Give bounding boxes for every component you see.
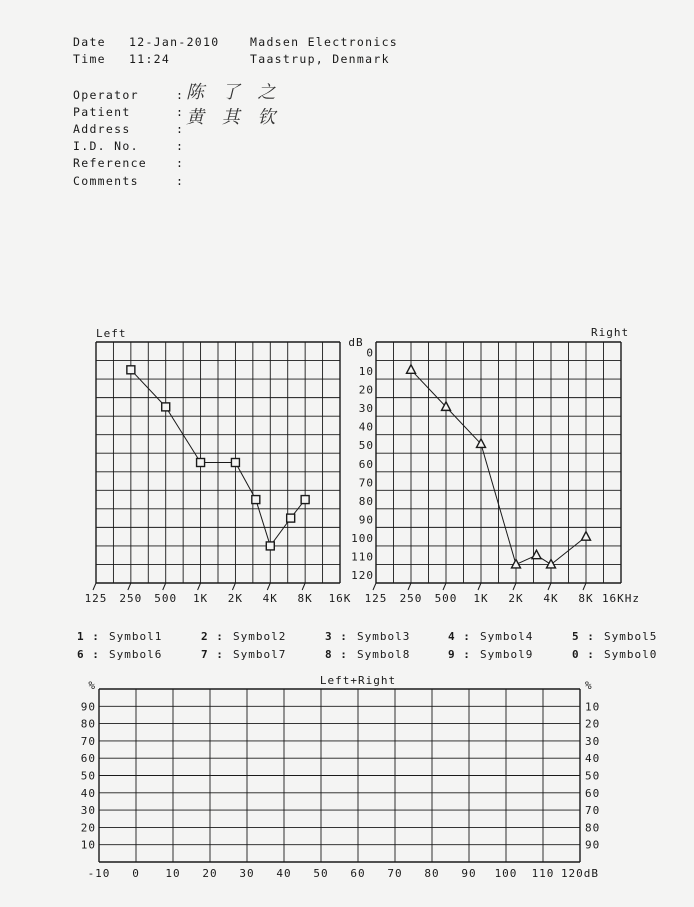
db-axis-label: 30 — [358, 402, 374, 416]
speech-y-left-label: 40 — [80, 786, 96, 800]
symbol-name: Symbol5 — [604, 630, 658, 643]
symbol-key: 9 : — [448, 648, 471, 661]
speech-x-label: 50 — [313, 867, 329, 880]
speech-y-left-label: 80 — [80, 717, 96, 731]
time-label: Time — [73, 52, 106, 66]
date-value: 12-Jan-2010 — [129, 35, 220, 49]
speech-y-left-label: 50 — [80, 769, 96, 783]
patient-label: Patient — [73, 105, 131, 119]
db-axis-label: 50 — [358, 439, 374, 453]
symbol-key: 6 : — [77, 648, 100, 661]
speech-chart-title: Left+Right — [319, 674, 397, 687]
right-chart-tick-mark — [408, 583, 411, 590]
right-chart-tick-mark — [513, 583, 516, 590]
speech-x-label: 80 — [424, 867, 440, 880]
id-colon: : — [176, 139, 185, 153]
operator-label: Operator — [73, 88, 139, 102]
company-name: Madsen Electronics — [250, 35, 399, 49]
left-chart-square-marker — [162, 403, 170, 411]
symbol-name: Symbol9 — [480, 648, 534, 661]
left-chart-square-marker — [266, 542, 274, 550]
speech-x-label: 90 — [461, 867, 477, 880]
left-chart-freq-label: 125 — [84, 592, 108, 605]
date-label: Date — [73, 35, 106, 49]
left-chart-square-marker — [231, 459, 239, 467]
symbol-name: Symbol6 — [109, 648, 163, 661]
speech-x-label: 20 — [202, 867, 218, 880]
symbol-key: 0 : — [572, 648, 595, 661]
db-axis-label: 40 — [358, 420, 374, 434]
operator-colon: : — [176, 88, 185, 102]
speech-y-left-label: 90 — [80, 700, 96, 714]
db-axis-label: 90 — [358, 513, 374, 527]
right-chart-freq-label: 8K — [578, 592, 594, 605]
db-axis-label: 110 — [351, 550, 374, 564]
right-chart-freq-label: 1K — [473, 592, 489, 605]
address-colon: : — [176, 122, 185, 136]
right-chart-freq-label: 250 — [399, 592, 423, 605]
symbol-name: Symbol2 — [233, 630, 287, 643]
right-chart-triangle-marker — [547, 559, 556, 568]
right-chart-triangle-marker — [582, 532, 591, 541]
symbol-key: 5 : — [572, 630, 595, 643]
db-axis-unit: dB — [348, 336, 364, 349]
speech-y-right-label: 70 — [585, 804, 601, 818]
speech-y-left-label: 30 — [80, 804, 96, 818]
right-chart-triangle-marker — [512, 559, 521, 568]
db-axis-label: 120 — [351, 569, 374, 582]
speech-y-left-label: 60 — [80, 752, 96, 766]
right-chart-tick-mark — [583, 583, 586, 590]
speech-y-right-label: 50 — [585, 769, 601, 783]
symbol-name: Symbol8 — [357, 648, 411, 661]
symbol-key: 3 : — [325, 630, 348, 643]
left-chart-freq-label: 4K — [262, 592, 278, 605]
db-axis-label: 0 — [366, 346, 374, 360]
db-axis-label: 80 — [358, 494, 374, 508]
left-chart-square-marker — [301, 496, 309, 504]
speech-y-left-label: 20 — [80, 821, 96, 835]
db-axis-label: 60 — [358, 457, 374, 471]
patient-name: 黄 其 钦 — [186, 107, 282, 128]
symbol-name: Symbol4 — [480, 630, 534, 643]
speech-x-label: 40 — [276, 867, 292, 880]
symbol-name: Symbol7 — [233, 648, 287, 661]
speech-y-right-label: 90 — [585, 838, 601, 852]
time-value: 11:24 — [129, 52, 171, 66]
right-chart-freq-label: 4K — [543, 592, 559, 605]
right-chart-freq-label: 16KHz — [601, 592, 641, 605]
speech-y-right-label: 10 — [585, 700, 601, 714]
speech-x-label: 0 — [132, 867, 140, 880]
symbol-key: 1 : — [77, 630, 100, 643]
left-chart-tick-mark — [267, 583, 270, 590]
left-chart-square-marker — [197, 459, 205, 467]
left-chart-tick-mark — [198, 583, 201, 590]
left-chart-square-marker — [287, 514, 295, 522]
speech-y-right-label: 60 — [585, 786, 601, 800]
speech-y-left-label: 70 — [80, 734, 96, 748]
speech-y-right-label: 80 — [585, 821, 601, 835]
right-chart-tick-mark — [548, 583, 551, 590]
left-chart-tick-mark — [128, 583, 131, 590]
reference-label: Reference — [73, 156, 148, 170]
left-chart-freq-label: 250 — [119, 592, 143, 605]
db-axis-label: 20 — [358, 383, 374, 397]
symbol-key: 4 : — [448, 630, 471, 643]
speech-y-right-label: 40 — [585, 752, 601, 766]
speech-x-label: 30 — [239, 867, 255, 880]
symbol-key: 7 : — [201, 648, 224, 661]
left-chart-freq-label: 16K — [328, 592, 352, 605]
left-chart-title: Left — [96, 327, 127, 340]
db-axis-label: 100 — [351, 531, 374, 545]
right-chart-title: Right — [591, 326, 630, 339]
left-chart-freq-label: 500 — [154, 592, 178, 605]
right-chart-tick-mark — [478, 583, 481, 590]
speech-x-label: 100 — [494, 867, 518, 880]
speech-y-left-label: 10 — [80, 838, 96, 852]
symbol-name: Symbol0 — [604, 648, 658, 661]
comments-colon: : — [176, 174, 185, 188]
right-chart-tick-mark — [373, 583, 376, 590]
left-chart-tick-mark — [232, 583, 235, 590]
right-chart-freq-label: 500 — [434, 592, 458, 605]
left-chart-freq-label: 8K — [297, 592, 313, 605]
left-chart-tick-mark — [93, 583, 96, 590]
right-chart-freq-label: 2K — [508, 592, 524, 605]
speech-y-right-label: % — [585, 679, 593, 692]
speech-x-label: 60 — [350, 867, 366, 880]
speech-x-label: 70 — [387, 867, 403, 880]
speech-y-right-label: 30 — [585, 734, 601, 748]
speech-x-label: -10 — [87, 867, 111, 880]
left-chart-tick-mark — [163, 583, 166, 590]
comments-label: Comments — [73, 174, 139, 188]
right-chart-triangle-marker — [407, 365, 416, 374]
left-chart-square-marker — [252, 496, 260, 504]
speech-x-label: 110 — [531, 867, 555, 880]
symbol-key: 8 : — [325, 648, 348, 661]
patient-colon: : — [176, 105, 185, 119]
right-chart-freq-label: 125 — [364, 592, 388, 605]
db-axis-label: 70 — [358, 476, 374, 490]
left-chart-square-marker — [127, 366, 135, 374]
db-axis-label: 10 — [358, 365, 374, 379]
left-chart-series-line — [256, 500, 270, 546]
left-chart-freq-label: 2K — [227, 592, 244, 605]
symbol-name: Symbol3 — [357, 630, 411, 643]
operator-signature: 陈 了 之 — [186, 82, 282, 103]
id-label: I.D. No. — [73, 139, 139, 153]
left-chart-tick-mark — [302, 583, 305, 590]
address-label: Address — [73, 122, 131, 136]
right-chart-tick-mark — [443, 583, 446, 590]
speech-x-label: 120dB — [560, 867, 600, 880]
left-chart-freq-label: 1K — [192, 592, 209, 605]
reference-colon: : — [176, 156, 185, 170]
speech-y-right-label: 20 — [585, 717, 601, 731]
speech-y-left-label: % — [88, 679, 96, 692]
speech-x-label: 10 — [165, 867, 181, 880]
symbol-key: 2 : — [201, 630, 224, 643]
symbol-name: Symbol1 — [109, 630, 163, 643]
company-location: Taastrup, Denmark — [250, 52, 390, 66]
